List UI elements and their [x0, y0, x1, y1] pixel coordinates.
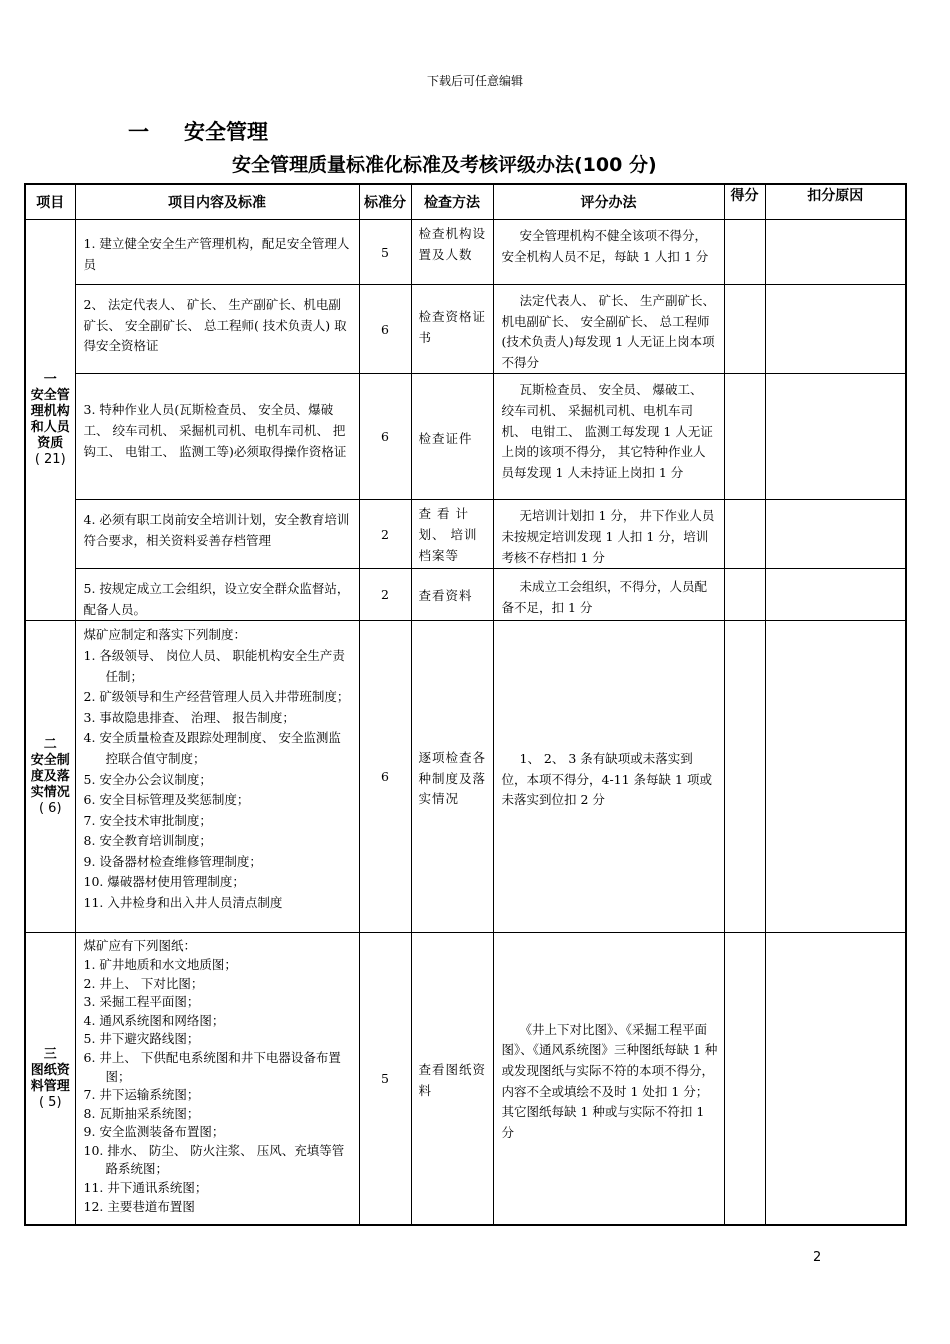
scoring-method-cell: 法定代表人、 矿长、 生产副矿长、 机电副矿长、 安全副矿长、 总工程师(技术负责人)每发现 1 人无证上岗本项不得分 [493, 285, 724, 374]
list-item: 7. 安全技术审批制度； [83, 812, 212, 828]
deduction-reason-cell [765, 220, 906, 285]
table-row [25, 621, 906, 933]
list-item: 3. 采掘工程平面图； [83, 994, 200, 1010]
header-note: 下载后可任意编辑 [426, 74, 523, 88]
category-points: ( 6) [38, 800, 62, 816]
standard-score-cell: 5 [359, 220, 411, 285]
standard-score-cell: 6 [359, 621, 411, 933]
col-header-deduction-reason: 扣分原因 [765, 184, 906, 220]
score-cell [724, 621, 765, 933]
col-header-scoring-method: 评分办法 [493, 184, 724, 220]
list-item: 1. 矿井地质和水文地质图； [83, 956, 237, 972]
deduction-reason-cell [765, 285, 906, 374]
check-method-cell: 查 看 计划、 培训档案等 [411, 500, 493, 569]
list-item: 6. 安全目标管理及奖惩制度； [83, 792, 250, 808]
col-header-check-method: 检查方法 [411, 184, 493, 220]
scoring-method-cell: 未成立工会组织，不得分，人员配备不足，扣 1 分 [493, 569, 724, 621]
table-header-row [25, 184, 906, 220]
content-cell: 4. 必须有职工岗前安全培训计划，安全教育培训符合要求，相关资料妥善存档管理 [75, 500, 359, 569]
standard-score-cell: 5 [359, 933, 411, 1225]
scoring-method-cell: 无培训计划扣 1 分， 井下作业人员未按规定培训发现 1 人扣 1 分，培训考核不存档扣 1 分 [493, 500, 724, 569]
list-item: 5. 井下避灾路线图； [83, 1031, 200, 1047]
deduction-reason-cell [765, 933, 906, 1225]
list-item: 2. 井上、 下对比图； [83, 975, 204, 991]
page-number: 2 [813, 1250, 822, 1265]
standard-score-cell: 6 [359, 374, 411, 500]
score-cell [724, 220, 765, 285]
list-intro: 煤矿应制定和落实下列制度： [83, 627, 247, 643]
list-item: 9. 设备器材检查维修管理制度； [83, 853, 262, 869]
check-method-cell: 查看资料 [411, 569, 493, 621]
deduction-reason-cell [765, 374, 906, 500]
list-item: 3. 事故隐患排查、 治理、 报告制度； [83, 709, 295, 725]
standard-score-cell: 2 [359, 500, 411, 569]
col-header-content: 项目内容及标准 [75, 184, 359, 220]
category-label: 二 安全制度及落实情况 [30, 736, 70, 800]
list-item: 8. 瓦斯抽采系统图； [83, 1105, 200, 1121]
scoring-method-cell: 《井上下对比图》、《采掘工程平面图》、《通风系统图》三种图纸每缺 1 种或发现图纸与实际不符的本项不得分，内容不全或填绘不及时 1 处扣 1 分；其它图纸每缺 1 种或与实际不符扣 1 分 [493, 933, 724, 1225]
check-method-cell: 检查机构设置及人数 [411, 220, 493, 285]
check-method-cell: 逐项检查各种制度及落实情况 [411, 621, 493, 933]
category-label: 一 安全管理机构和人员资质 [30, 372, 70, 452]
deduction-reason-cell [765, 569, 906, 621]
content-cell: 1. 建立健全安全生产管理机构，配足安全管理人员 [75, 220, 359, 285]
content-cell [75, 621, 359, 933]
list-intro: 煤矿应有下列图纸： [83, 938, 197, 954]
list-item: 11. 井下通讯系统图； [83, 1180, 208, 1196]
col-header-score: 得分 [724, 184, 765, 220]
score-cell [724, 285, 765, 374]
score-cell [724, 933, 765, 1225]
table-row [25, 500, 906, 569]
col-header-item: 项目 [25, 184, 75, 220]
list-item: 4. 通风系统图和网络图； [83, 1012, 225, 1028]
standard-score-cell: 6 [359, 285, 411, 374]
list-item: 2. 矿级领导和生产经营管理人员入井带班制度； [83, 689, 350, 705]
content-cell: 3. 特种作业人员(瓦斯检查员、 安全员、爆破工、 绞车司机、 采掘机司机、电机车司机、 把钩工、 电钳工、 监测工等)必须取得操作资格证 [75, 374, 359, 500]
table-row [25, 374, 906, 500]
section-title [128, 116, 268, 146]
category-points: ( 5) [38, 1094, 62, 1110]
list-item: 12. 主要巷道布置图 [83, 1198, 195, 1214]
list-item: 9. 安全监测装备布置图； [83, 1124, 225, 1140]
score-cell [724, 374, 765, 500]
table-row [25, 285, 906, 374]
content-cell: 5. 按规定成立工会组织，设立安全群众监督站，配备人员。 [75, 569, 359, 621]
score-cell [724, 569, 765, 621]
list-item: 6. 井上、 下供配电系统图和井下电器设备布置图； [83, 1049, 341, 1084]
list-item: 4. 安全质量检查及跟踪处理制度、 安全监测监控联合值守制度； [83, 730, 341, 766]
list-item: 8. 安全教育培训制度； [83, 833, 212, 849]
scoring-method-cell: 1、 2、 3 条有缺项或未落实到位，本项不得分，4-11 条每缺 1 项或未落实到位扣 2 分 [493, 621, 724, 933]
section-title-text: 安全管理 [184, 120, 268, 144]
scoring-method-cell: 瓦斯检查员、 安全员、 爆破工、 绞车司机、 采掘机司机、电机车司机、 电钳工、 监测工每发现 1 人无证上岗的该项不得分， 其它特种作业人员每发现 1 人未持证上岗扣 1 分 [493, 374, 724, 500]
check-method-cell: 查看图纸资料 [411, 933, 493, 1225]
check-method-cell: 检查证件 [411, 374, 493, 500]
col-header-standard-score: 标准分 [359, 184, 411, 220]
content-cell: 2、 法定代表人、 矿长、 生产副矿长、机电副矿长、 安全副矿长、 总工程师( 技术负责人) 取得安全资格证 [75, 285, 359, 374]
list-item: 10. 排水、 防尘、 防火注浆、 压风、充填等管路系统图； [83, 1142, 345, 1177]
table-row [25, 569, 906, 621]
category-label: 三 图纸资料管理 [30, 1046, 70, 1094]
list-item: 10. 爆破器材使用管理制度； [83, 874, 245, 890]
section-number: 一 [128, 120, 149, 144]
scoring-method-cell: 安全管理机构不健全该项不得分，安全机构人员不足，每缺 1 人扣 1 分 [493, 220, 724, 285]
deduction-reason-cell [765, 500, 906, 569]
list-item: 1. 各级领导、 岗位人员、 职能机构安全生产责任制； [83, 647, 345, 684]
standards-table [24, 183, 907, 1226]
content-cell [75, 933, 359, 1225]
category-points: ( 21) [34, 452, 66, 468]
document-title: 安全管理质量标准化标准及考核评级办法(100 分) [232, 154, 657, 176]
score-cell [724, 500, 765, 569]
category-cell [25, 621, 75, 933]
list-item: 7. 井下运输系统图； [83, 1087, 200, 1103]
category-cell [25, 933, 75, 1225]
standard-score-cell: 2 [359, 569, 411, 621]
deduction-reason-cell [765, 621, 906, 933]
list-item: 5. 安全办公会议制度； [83, 771, 212, 787]
table-row [25, 933, 906, 1225]
list-item: 11. 入井检身和出入井人员清点制度 [83, 895, 283, 911]
table-row [25, 220, 906, 285]
check-method-cell: 检查资格证书 [411, 285, 493, 374]
category-cell [25, 220, 75, 621]
